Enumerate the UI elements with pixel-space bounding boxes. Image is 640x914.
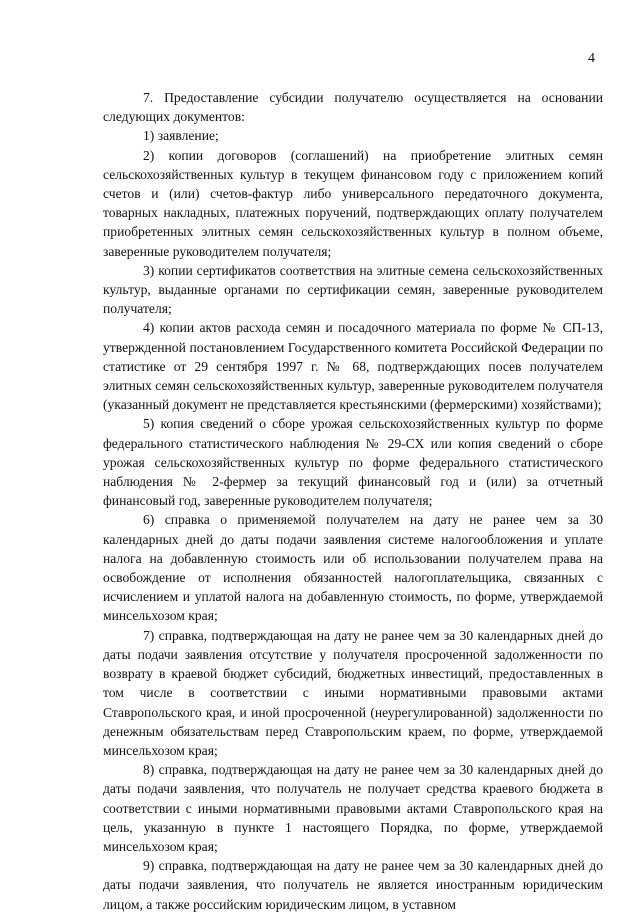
list-item-6: 6) справка о применяемой получателем на дату не ранее чем за 30 календарных дней до даты подачи заявления системе налогообложения и уплате налога на добавленную стоимость или об использовании получателем права на освобождение от исполнения обязанностей налогоплательщика, связанных с исчислением и уплатой налога на добавленную стоимость, по форме, утверждаемой минсельхозом края; (103, 512, 603, 624)
paragraph-7-intro: 7. Предоставление субсидии получателю осуществляется на основании следующих документов: (103, 90, 603, 125)
list-item-7: 7) справка, подтверждающая на дату не ранее чем за 30 календарных дней до даты подачи заявления отсутствие у получателя просроченной задолженности по возврату в краевой бюджет субсидий, бюджетных инвестиций, предоставленных в том числе в соответствии с иными нормативными правовыми актами Ставропольского края, и иной просроченной (неурегулированной) задолженности по денежным обязательствам перед Ставропольским краем, по форме, утверждаемой минсельхозом края; (103, 627, 603, 758)
page-number: 4 (588, 51, 595, 66)
list-item-9: 9) справка, подтверждающая на дату не ранее чем за 30 календарных дней до даты подачи заявления, что получатель не является иностранным юридическим лицом, а также российским юридическим лицом, в уставном (103, 858, 603, 912)
list-item-2: 2) копии договоров (соглашений) на приобретение элитных семян сельскохозяйственных культур в текущем финансовом году с приложением копий счетов и (или) счетов-фактур либо универсального передаточного документа, товарных накладных, платежных поручений, подтверждающих оплату получателем приобретенных элитных семян сельскохозяйственных культур в полном объеме, заверенные руководителем получателя; (103, 147, 603, 259)
list-item-5: 5) копия сведений о сборе урожая сельскохозяйственных культур по форме федерального статистического наблюдения № 29-СХ или копия сведений о сборе урожая сельскохозяйственных культур по форме федерального статистического наблюдения № 2-фермер за текущий финансовый год и (или) за отчетный финансовый год, заверенные руководителем получателя; (103, 416, 603, 509)
document-body (103, 88, 603, 914)
list-item-1: 1) заявление; (143, 128, 219, 144)
list-item-3: 3) копии сертификатов соответствия на элитные семена сельскохозяйственных культур, выданные органами по сертификации семян, заверенные руководителем получателя; (103, 262, 603, 317)
list-item-4: 4) копии актов расхода семян и посадочного материала по форме № СП-13, утвержденной постановлением Государственного комитета Российской Федерации по статистике от 29 сентября 1997 г. № 68, подтверждающих посев получателем элитных семян сельскохозяйственных культур, заверенные руководителем получателя (указанный документ не представляется крестьянскими (фермерскими) хозяйствами); (103, 320, 603, 413)
list-item-8: 8) справка, подтверждающая на дату не ранее чем за 30 календарных дней до даты подачи заявления, что получатель не получает средства краевого бюджета в соответствии с иными нормативными правовыми актами Ставропольского края на цель, указанную в пункте 1 настоящего Порядка, по форме, утверждаемой минсельхозом края; (103, 762, 603, 854)
